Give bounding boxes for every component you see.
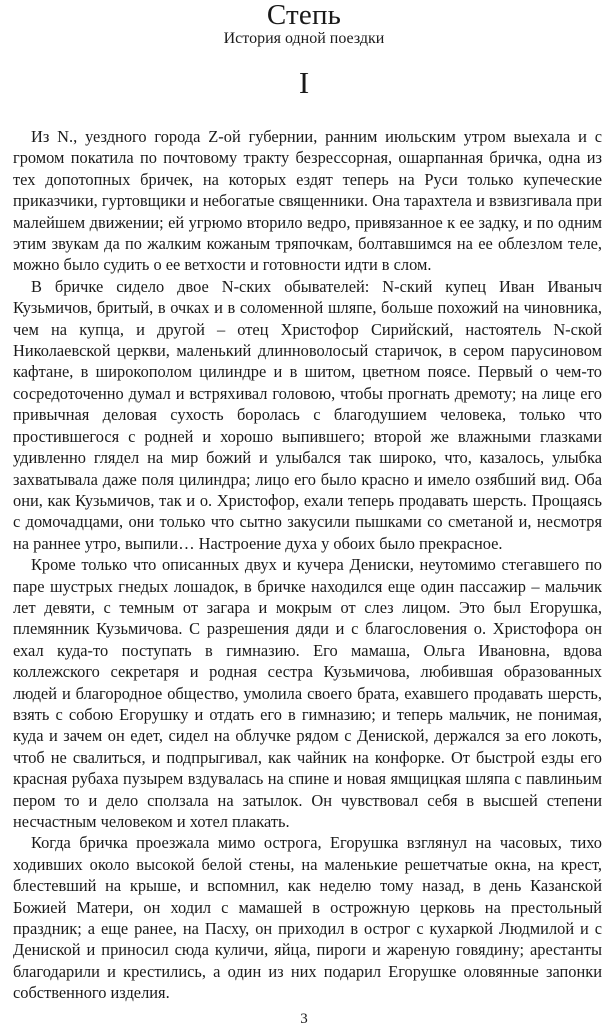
chapter-number: I (298, 65, 310, 100)
paragraph-3: Кроме только что описанных двух и кучера Дениски, неутомимо стегавшего по паре шустрых гнедых лошадок, в бричке находился еще один пассажир – мальчик лет девяти, с темным от загара и мокрым от слез лицом. Это был Егорушка, племянник Кузьмичова. С разрешения дяди и с благословения о. Христофора он ехал куда-то поступать в гимназию. Его мамаша, Ольга Ивановна, вдова коллежского секретаря и родная сестра Кузьмичова, любившая образованных людей и благородное общество, умолила своего брата, ехавшего продавать шерсть, взять с собою Егорушку и отдать его в гимназию; и теперь мальчик, не понимая, куда и зачем он едет, сидел на облучке рядом с Дениской, держался за его локоть, чтоб не свалиться, и подпрыгивал, как чайник на конфорке. От быстрой езды его красная рубаха пузырем вздувалась на спине и новая ямщицкая шляпа с павлиньим пером то и дело сползала на затылок. Он чувствовал себя в высшей степени несчастным человеком и хотел плакать. (13, 555, 602, 831)
page-subtitle: История одной поездки (223, 30, 385, 47)
body-text (13, 126, 602, 1004)
paragraph-2: В бричке сидело двое N-ских обывателей: N-ский купец Иван Иваныч Кузьмичов, бритый, в очках и в соломенной шляпе, больше похожий на чиновника, чем на купца, и другой – отец Христофор Сирийский, настоятель N-ской Николаевской церкви, маленький длинноволосый старичок, в сером парусиновом кафтане, в широкополом цилиндре и в шитом, цветном поясе. Первый о чем-то сосредоточенно думал и встряхивал головою, чтобы прогнать дремоту; на лице его привычная деловая сухость боролась с благодушием человека, только что простившегося с родней и хорошо выпившего; второй же влажными глазками удивленно глядел на мир божий и улыбался так широко, что, казалось, улыбка захватывала даже поля цилиндра; лицо его было красно и имело озябший вид. Оба они, как Кузьмичов, так и о. Христофор, ехали теперь продавать шерсть. Прощаясь с домочадцами, они только что сытно закусили пышками со сметаной и, несмотря на раннее утро, выпили… Настроение духа у обоих было прекрасное. (13, 276, 602, 553)
paragraph-1: Из N., уездного города Z-ой губернии, ранним июльским утром выехала и с громом покатила по почтовому тракту безрессорная, ошарпанная бричка, одна из тех допотопных бричек, на которых ездят теперь на Руси только купеческие приказчики, гуртовщики и небогатые священники. Она тарахтела и взвизгивала при малейшем движении; ей угрюмо вторило ведро, привязанное к ее задку, и по одним этим звукам да по жалким кожаным тряпочкам, болтавшимся на ее облезлом теле, можно было судить о ее ветхости и готовности идти в слом. (13, 127, 602, 275)
page-number: 3 (300, 1011, 308, 1027)
page-title: Степь (266, 0, 342, 31)
paragraph-4: Когда бричка проезжала мимо острога, Егорушка взглянул на часовых, тихо ходивших около высокой белой стены, на маленькие решетчатые окна, на крест, блестевший на крыше, и вспомнил, как неделю тому назад, в день Казанской Божией Матери, он ходил с мамашей в острожную церковь на престольный праздник; а еще ранее, на Пасху, он приходил в острог с кухаркой Людмилой и с Дениской и приносил сюда куличи, яйца, пироги и жареную говядину; арестанты благодарили и крестились, а один из них подарил Егорушке оловянные запонки собственного изделия. (13, 833, 602, 1003)
